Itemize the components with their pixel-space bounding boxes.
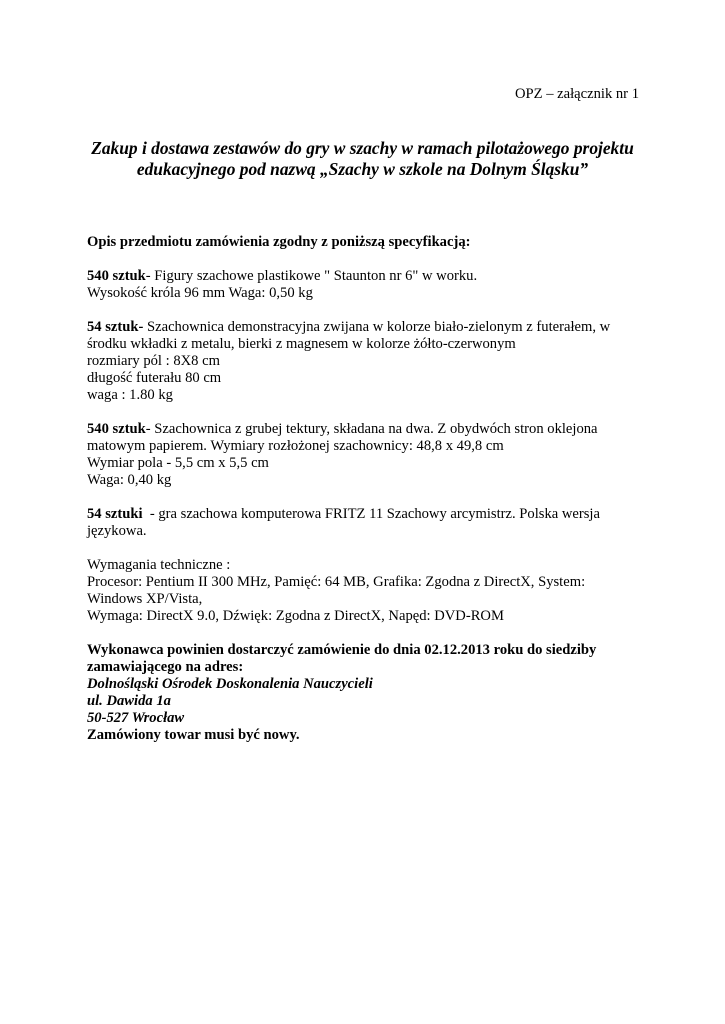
spec-item-line: językowa.: [87, 523, 147, 539]
spec-item-line: rozmiary pól : 8X8 cm: [87, 353, 220, 369]
spec-item-line: [87, 421, 647, 438]
spec-item-text: - Szachownica z grubej tektury, składana na dwa. Z obydwóch stron oklejona: [145, 421, 598, 437]
spec-item-1: [87, 268, 647, 302]
spec-item-line: [87, 319, 647, 336]
technical-requirements-line: Windows XP/Vista,: [87, 591, 203, 607]
delivery-note: Zamówiony towar musi być nowy.: [87, 727, 300, 743]
spec-item-text: - gra szachowa komputerowa FRITZ 11 Szachowy arcymistrz. Polska wersja: [142, 506, 600, 522]
spec-item-line: waga : 1.80 kg: [87, 387, 173, 403]
spec-item-4: [87, 506, 647, 540]
technical-requirements-line: Procesor: Pentium II 300 MHz, Pamięć: 64 MB, Grafika: Zgodna z DirectX, System:: [87, 574, 586, 590]
delivery-section: [87, 642, 647, 744]
spec-item-line: Wymiar pola - 5,5 cm x 5,5 cm: [87, 455, 269, 471]
delivery-address-intro: zamawiającego na adres:: [87, 659, 244, 675]
document-body: [87, 234, 647, 761]
spec-item-line: Wysokość króla 96 mm Waga: 0,50 kg: [87, 285, 313, 301]
delivery-address-institution: Dolnośląski Ośrodek Doskonalenia Nauczycieli: [87, 676, 373, 692]
title-line-2: edukacyjnego pod nazwą „Szachy w szkole na Dolnym Śląsku”: [136, 159, 589, 179]
spec-item-3: [87, 421, 647, 489]
delivery-address-city: 50-527 Wrocław: [87, 710, 185, 726]
spec-item-quantity: 540 sztuk: [87, 421, 146, 437]
delivery-deadline-line: Wykonawca powinien dostarczyć zamówienie do dnia 02.12.2013 roku do siedziby: [87, 642, 597, 658]
technical-requirements: [87, 557, 647, 625]
technical-requirements-line: Wymaga: DirectX 9.0, Dźwięk: Zgodna z DirectX, Napęd: DVD-ROM: [87, 608, 504, 624]
spec-item-quantity: 540 sztuk: [87, 268, 146, 284]
spec-item-text: Szachownica demonstracyjna zwijana w kolorze biało-zielonym z futerałem, w: [143, 319, 611, 335]
spec-item-line: matowym papierem. Wymiary rozłożonej szachownicy: 48,8 x 49,8 cm: [87, 438, 504, 454]
spec-item-line: [87, 268, 647, 285]
delivery-address-street: ul. Dawida 1a: [87, 693, 171, 709]
document-title: [60, 138, 665, 180]
spec-item-text: - Figury szachowe plastikowe " Staunton nr 6" w worku.: [145, 268, 478, 284]
title-line-1: Zakup i dostawa zestawów do gry w szachy w ramach pilotażowego projektu: [91, 138, 634, 158]
specification-heading: Opis przedmiotu zamówienia zgodny z poniższą specyfikacją:: [87, 234, 471, 250]
spec-item-line: [87, 506, 647, 523]
spec-item-line: długość futerału 80 cm: [87, 370, 222, 386]
spec-item-line: środku wkładki z metalu, bierki z magnesem w kolorze żółto-czerwonym: [87, 336, 516, 352]
attachment-reference: OPZ – załącznik nr 1: [514, 86, 639, 102]
spec-item-quantity: 54 sztuk-: [87, 319, 144, 335]
technical-requirements-heading: Wymagania techniczne :: [87, 557, 231, 573]
spec-item-quantity: 54 sztuki: [87, 506, 143, 522]
spec-item-2: [87, 319, 647, 404]
spec-item-line: Waga: 0,40 kg: [87, 472, 172, 488]
